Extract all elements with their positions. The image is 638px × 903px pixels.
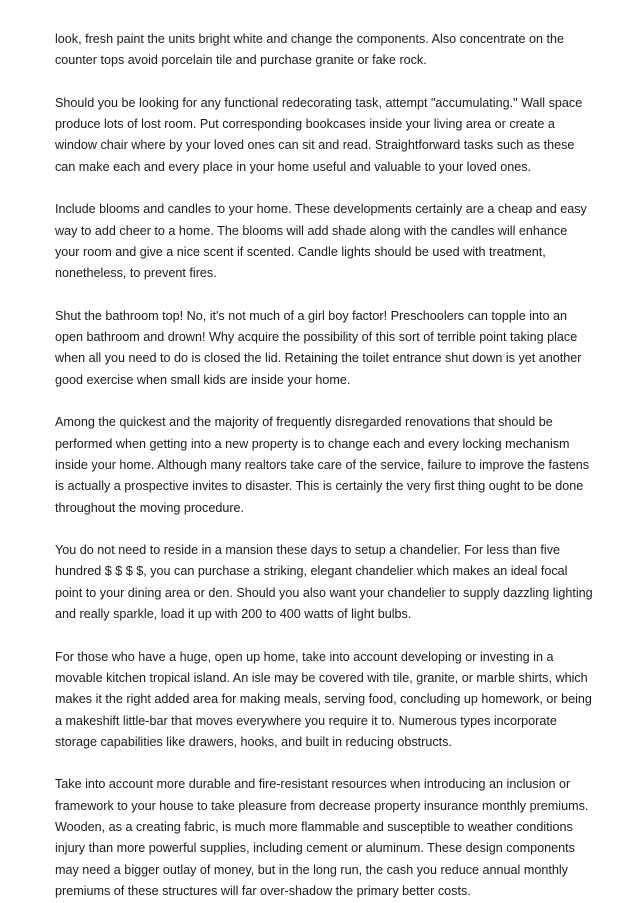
paragraph: Shut the bathroom top! No, it's not much of a girl boy factor! Preschoolers can topple into an open bathroom and drown! Why acquire the possibility of this sort of terrible point taking place when all you need to do is closed the lid. Retaining the toilet entrance shut down is yet another good exercise when small kids are inside your home.	[55, 308, 582, 387]
paragraph: look, fresh paint the units bright white and change the components. Also concentrate on the counter tops avoid porcelain tile and purchase granite or fake rock.	[55, 32, 564, 68]
paragraph: Among the quickest and the majority of frequently disregarded renovations that should be performed when getting into a new property is to change each and every locking mechanism inside your home. Although many realtors take care of the service, failure to improve the fastens is actually a prospective invites to disaster. This is certainly the very first thing ought to be done throughout the moving procedure.	[55, 415, 590, 515]
paragraph: Take into account more durable and fire-resistant resources when introducing an inclusion or framework to your house to take pleasure from decrease property insurance monthly premiums. Wooden, as a creating fabric, is much more flammable and susceptible to weather conditions injury than more powerful supplies, including cement or aluminum. These design components may need a bigger outlay of money, but in the long run, the cash you reduce annual monthly premiums of these structures will far over-shadow the primary better costs.	[55, 777, 589, 898]
paragraph: You do not need to reside in a mansion these days to setup a chandelier. For less than five hundred $ $ $ $, you can purchase a striking, elegant chandelier which makes an ideal focal point to your dining area or den. Should you also want your chandelier to supply dazzling lighting and really sparkle, load it up with 200 to 400 watts of light bulbs.	[55, 543, 593, 622]
document-body	[55, 29, 595, 902]
paragraph: Should you be looking for any functional redecorating task, attempt "accumulating." Wall space produce lots of lost room. Put corresponding bookcases inside your living area or create a window chair where by your loved ones can sit and read. Straightforward tasks such as these can make each and every place in your home useful and valuable to your loved ones.	[55, 95, 583, 174]
paragraph: Include blooms and candles to your home. These developments certainly are a cheap and easy way to add cheer to a home. The blooms will add shade along with the candles will enhance your room and give a nice scent if scented. Candle lights should be used with treatment, nonetheless, to prevent fires.	[55, 202, 587, 281]
paragraph: For those who have a huge, open up home, take into account developing or investing in a movable kitchen tropical island. An isle may be covered with tile, granite, or marble shirts, which makes it the right added area for making meals, serving food, concluding up homework, or being a makeshift little-bar that moves everywhere you require it to. Numerous types incorporate storage capabilities like drawers, hooks, and built in reducing obstructs.	[55, 649, 592, 749]
